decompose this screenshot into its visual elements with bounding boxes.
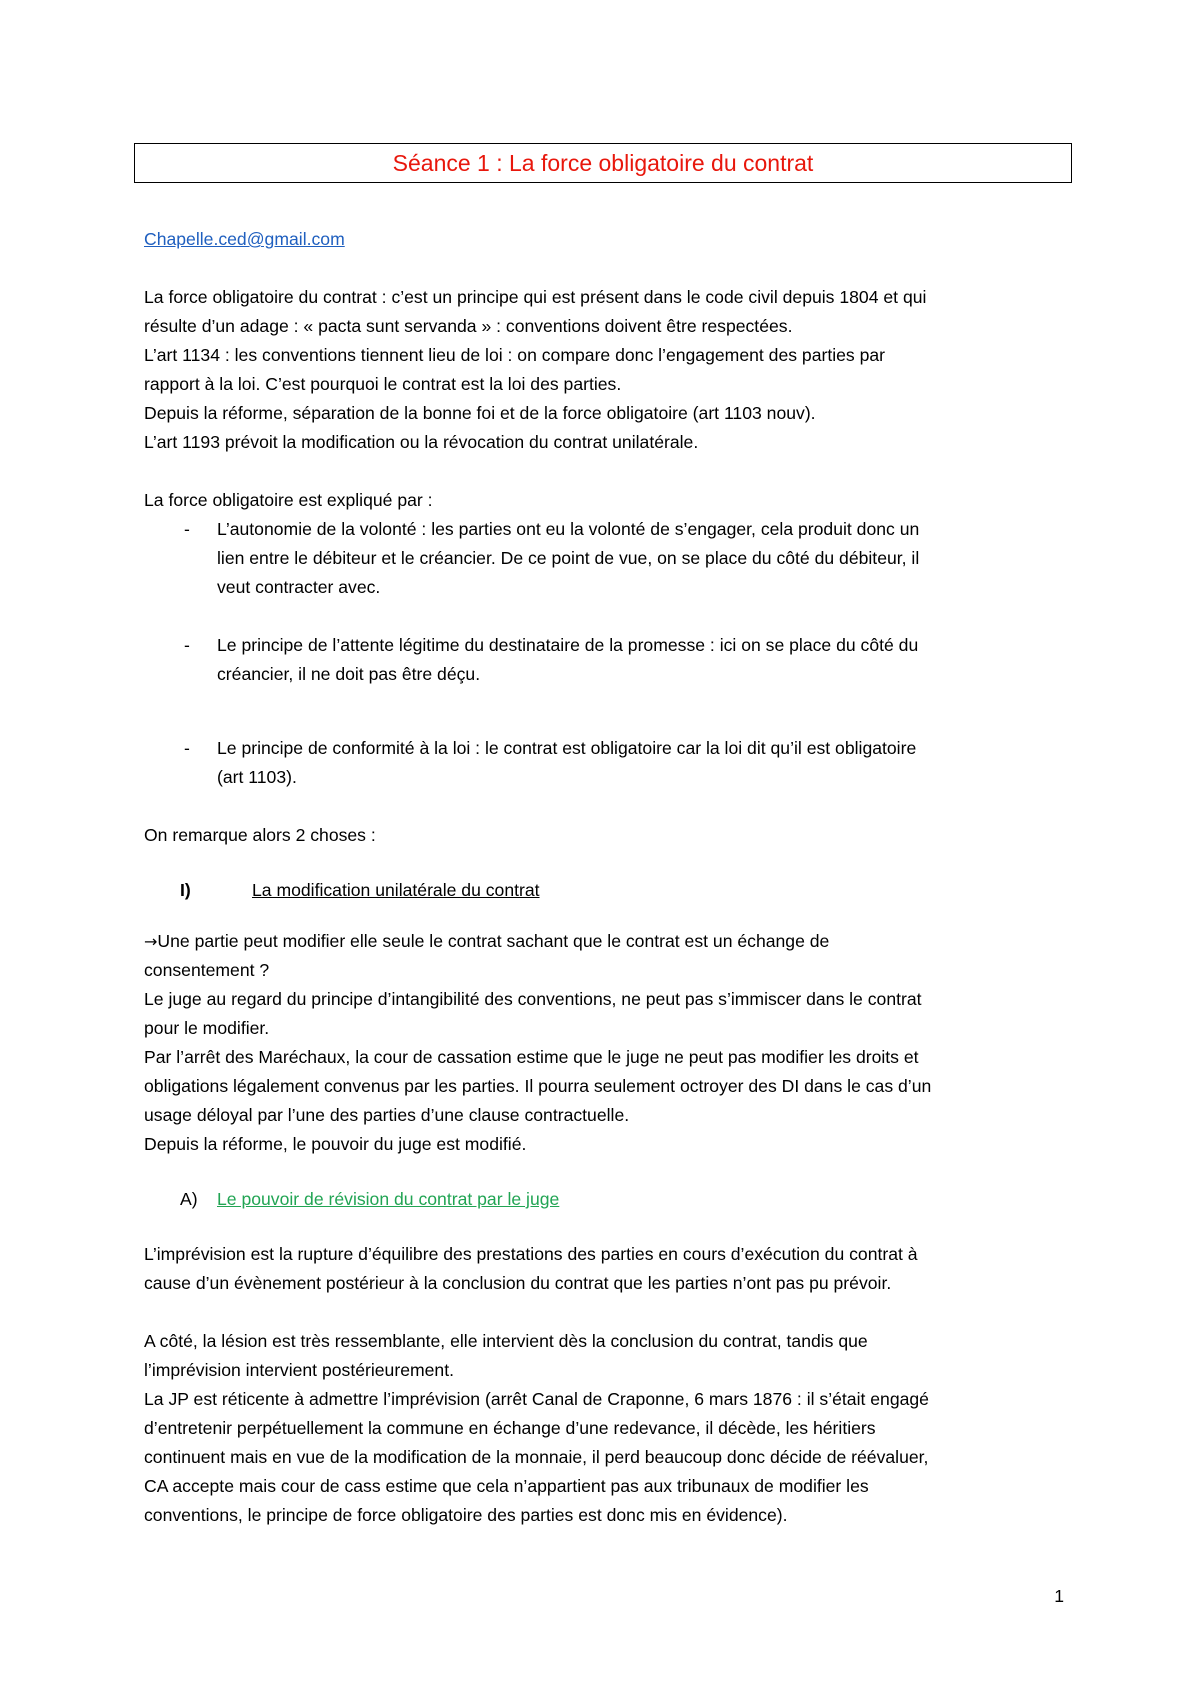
paragraph-line: conventions, le principe de force obligatoire des parties est donc mis en évidence). (144, 1505, 788, 1525)
list-item-line: Le principe de conformité à la loi : le contrat est obligatoire car la loi dit qu’il est obligatoire (217, 738, 917, 758)
list-item (144, 631, 1064, 689)
paragraph-line: cause d’un évènement postérieur à la conclusion du contrat que les parties n’ont pas pu prévoir. (144, 1273, 892, 1293)
intro-line: Depuis la réforme, séparation de la bonne foi et de la force obligatoire (art 1103 nouv). (144, 403, 816, 423)
section-heading (144, 876, 1064, 905)
intro-line: résulte d’un adage : « pacta sunt servanda » : conventions doivent être respectées. (144, 316, 793, 336)
document-body (144, 225, 1064, 1530)
intro-line: rapport à la loi. C’est pourquoi le contrat est la loi des parties. (144, 374, 622, 394)
intro-line: L’art 1193 prévoit la modification ou la révocation du contrat unilatérale. (144, 432, 699, 452)
paragraph-line: A côté, la lésion est très ressemblante, elle intervient dès la conclusion du contrat, tandis que (144, 1331, 868, 1351)
subsection-number: A) (180, 1189, 198, 1209)
explained-intro: La force obligatoire est expliqué par : (144, 490, 433, 510)
paragraph-line: →Une partie peut modifier elle seule le contrat sachant que le contrat est un échange de (144, 931, 830, 951)
list-item-line: Le principe de l’attente légitime du destinataire de la promesse : ici on se place du côté du (217, 635, 919, 655)
bullet-dash: - (184, 635, 190, 655)
email-link[interactable]: Chapelle.ced@gmail.com (144, 229, 345, 249)
list-item-line: veut contracter avec. (217, 577, 381, 597)
bullet-dash: - (184, 519, 190, 539)
section-title: La modification unilatérale du contrat (252, 880, 540, 900)
section-number: I) (180, 880, 191, 900)
list-item (144, 734, 1064, 792)
paragraph-line: consentement ? (144, 960, 270, 980)
list-item-line: lien entre le débiteur et le créancier. De ce point de vue, on se place du côté du débiteur, il (217, 548, 920, 568)
arrow-right-icon: → (144, 932, 158, 951)
paragraph-line: L’imprévision est la rupture d’équilibre des prestations des parties en cours d’exécution du contrat à (144, 1244, 918, 1264)
paragraph-line: CA accepte mais cour de cass estime que cela n’appartient pas aux tribunaux de modifier les (144, 1476, 869, 1496)
bullet-dash: - (184, 738, 190, 758)
list-item-line: créancier, il ne doit pas être déçu. (217, 664, 481, 684)
list-item-line: (art 1103). (217, 767, 297, 787)
list-item (144, 515, 1064, 602)
subsection-heading (144, 1185, 1064, 1214)
paragraph-line: Le juge au regard du principe d’intangibilité des conventions, ne peut pas s’immiscer dans le contrat (144, 989, 922, 1009)
paragraph-line: usage déloyal par l’une des parties d’une clause contractuelle. (144, 1105, 630, 1125)
section1-paragraph (144, 927, 1064, 1159)
intro-line: L’art 1134 : les conventions tiennent lieu de loi : on compare donc l’engagement des parties par (144, 345, 886, 365)
title-box (134, 143, 1072, 183)
paragraph-line: obligations légalement convenus par les parties. Il pourra seulement octroyer des DI dans le cas d’un (144, 1076, 932, 1096)
paragraph-line: Depuis la réforme, le pouvoir du juge est modifié. (144, 1134, 527, 1154)
paragraph-line: Par l’arrêt des Maréchaux, la cour de cassation estime que le juge ne peut pas modifier les droits et (144, 1047, 919, 1067)
explanation-list (144, 515, 1064, 792)
intro-line: La force obligatoire du contrat : c’est un principe qui est présent dans le code civil depuis 1804 et qui (144, 287, 927, 307)
paragraph-line: l’imprévision intervient postérieurement. (144, 1360, 454, 1380)
remark-line: On remarque alors 2 choses : (144, 825, 376, 845)
imprevision-paragraph (144, 1240, 1064, 1298)
paragraph-line: pour le modifier. (144, 1018, 270, 1038)
paragraph-line: continuent mais en vue de la modification de la monnaie, il perd beaucoup donc décide de réévaluer, (144, 1447, 929, 1467)
lesion-paragraph (144, 1327, 1064, 1530)
list-item-line: L’autonomie de la volonté : les parties ont eu la volonté de s’engager, cela produit donc un (217, 519, 920, 539)
intro-paragraph (144, 283, 1064, 457)
subsection-title: Le pouvoir de révision du contrat par le juge (217, 1189, 560, 1209)
paragraph-line: d’entretenir perpétuellement la commune en échange d’une redevance, il décède, les héritiers (144, 1418, 876, 1438)
page-number: 1 (1054, 1586, 1064, 1606)
page-title: Séance 1 : La force obligatoire du contrat (392, 149, 814, 176)
paragraph-line: La JP est réticente à admettre l’imprévision (arrêt Canal de Craponne, 6 mars 1876 : il s’était engagé (144, 1389, 929, 1409)
